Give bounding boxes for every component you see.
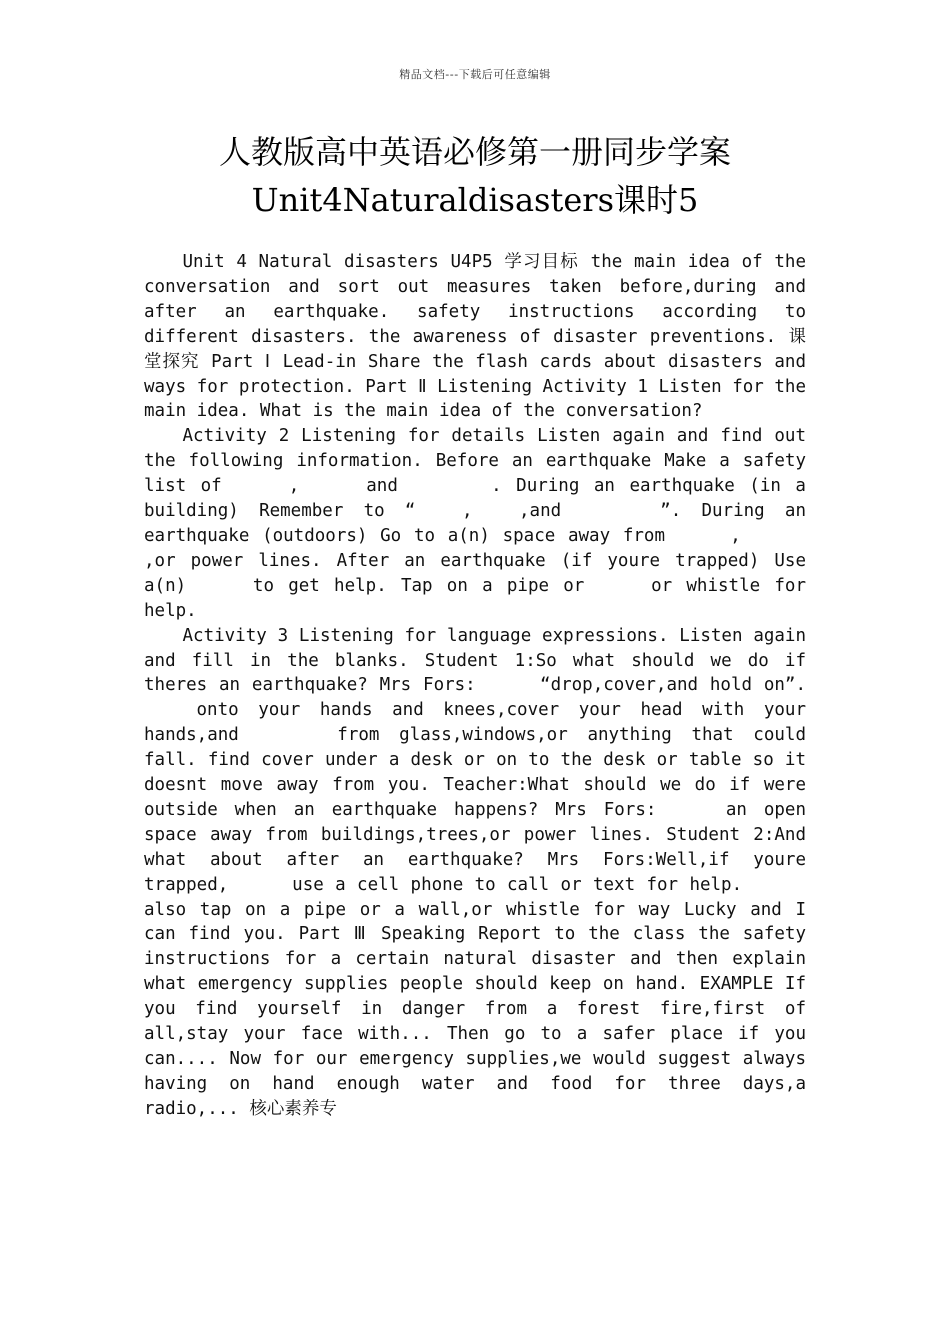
- activity-2-text-g: ”. During an earthquake (outdoors) Go to a(n) space away from: [144, 501, 806, 546]
- activity-3-text-f: use a cell phone to call or text for help.: [292, 874, 743, 895]
- activity-2-text-f: ,and: [519, 501, 562, 522]
- activity-3-text-b: “drop,cover,and hold on”.: [540, 675, 806, 696]
- activity-3-text-e: an open space away from buildings,trees,or power lines. Student 2:And what about after an earthquake? Mrs Fors:Well,if youre trapped,: [144, 799, 806, 895]
- activity-2-text-e: ,: [461, 501, 473, 522]
- activity-2-text-h: ,: [730, 525, 741, 546]
- title-line-2: Unit4Naturaldisasters课时5: [251, 181, 699, 219]
- activity-2-text-i: ,or power lines. After an earthquake (if youre trapped) Use a(n): [144, 550, 806, 596]
- page-header-caption: 精品文档---下载后可任意编辑: [399, 68, 551, 81]
- activity-2-text-c: and: [366, 476, 398, 497]
- activity-2-text-b: ,: [288, 476, 300, 497]
- activity-2-text-d: . During an earthquake (in a building) Remember to “: [144, 476, 806, 522]
- paragraph-objectives: Unit 4 Natural disasters U4P5 学习目标 the main idea of the conversation and sort out measures taken before,during and after an earthquake. safety instructions according to different disasters. the awareness of disaster preventions. 课堂探究 Part Ⅰ Lead-in Share the flash cards about disasters and ways for protection. Part Ⅱ Listening Activity 1 Listen for the main idea. What is the main idea of the conversation?: [144, 252, 806, 422]
- title-line-1: 人教版高中英语必修第一册同步学案: [218, 133, 731, 171]
- activity-3-text-c: onto your hands and knees,cover your head with your hands,and: [144, 700, 806, 746]
- paragraph-activity-3: [144, 624, 806, 1122]
- activity-3-text-a: Activity 3 Listening for language expressions. Listen again and fill in the blanks. Student 1:So what should we do if theres an earthquake? Mrs Fors:: [144, 625, 806, 696]
- document-body: [144, 250, 806, 1122]
- activity-2-text-a: Activity 2 Listening for details Listen again and find out the following information. Before an earthquake Make a safety list of: [144, 426, 806, 497]
- paragraph-activity-2: [144, 424, 806, 623]
- document-title: [0, 128, 950, 224]
- activity-3-text-g: also tap on a pipe or a wall,or whistle for way Lucky and I can find you. Part Ⅲ Speaking Report to the class the safety instructions for a certain natural disaster and then explain what emergency supplies people should keep on hand. EXAMPLE If you find yourself in danger from a forest fire,first of all,stay your face with... Then go to a safer place if you can.... Now for our emergency supplies,we would suggest always having on hand enough water and food for three days,a radio,... 核心素养专: [144, 899, 806, 1119]
- activity-3-text-d: from glass,windows,or anything that could fall. find cover under a desk or on to the desk or table so it doesnt move away from you. Teacher:What should we do if were outside when an earthquake happens? Mrs Fors:: [144, 725, 806, 820]
- activity-2-text-k: or whistle for help.: [144, 575, 806, 621]
- activity-2-text-j: to get help. Tap on a pipe or: [252, 575, 585, 596]
